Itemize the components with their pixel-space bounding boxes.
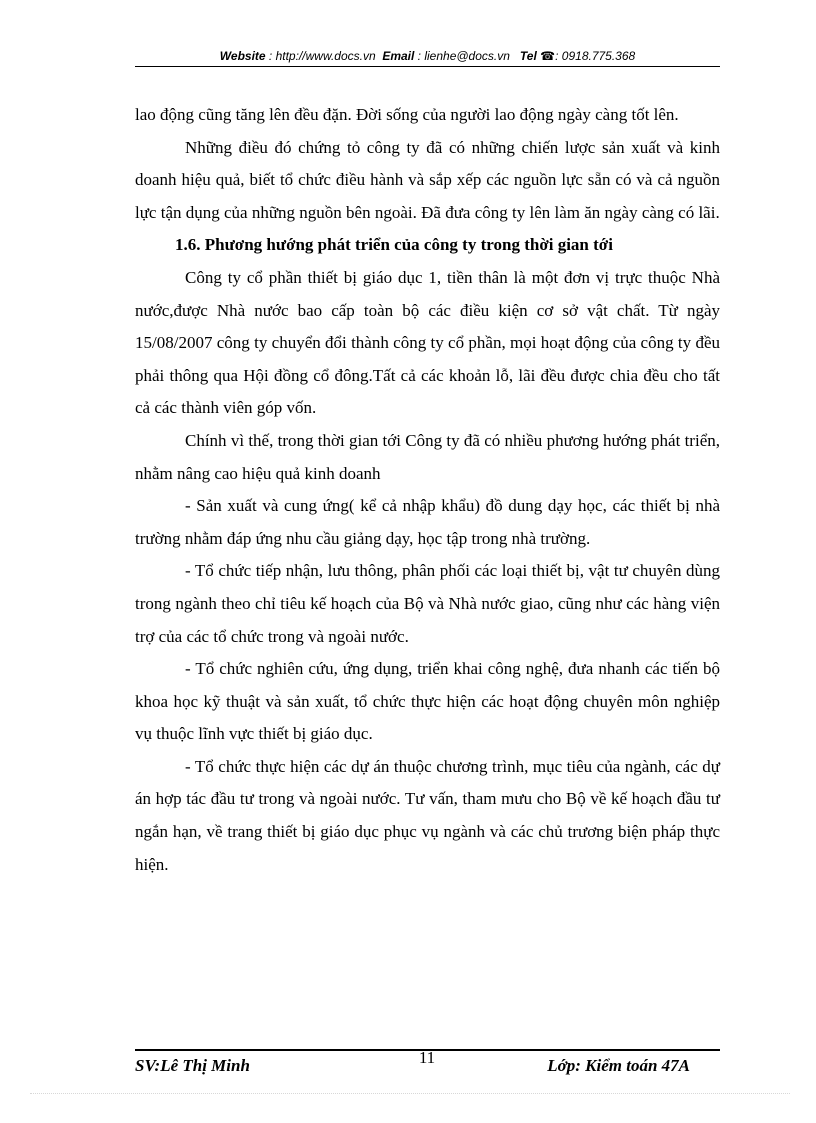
- student-name: SV:Lê Thị Minh: [135, 1056, 250, 1075]
- page-edge-divider: [30, 1093, 790, 1094]
- section-heading: 1.6. Phương hướng phát triển của công ty trong thời gian tới: [175, 235, 613, 255]
- bullet-2: - Tổ chức tiếp nhận, lưu thông, phân phối các loại thiết bị, vật tư chuyên dùng trong ngành theo chỉ tiêu kế hoạch của Bộ và Nhà nước giao, cũng như các hàng viện trợ của các tổ chức trong và ngoài nước.: [135, 561, 720, 646]
- email-label: Email: [382, 49, 415, 63]
- paragraph-3: Công ty cổ phần thiết bị giáo dục 1, tiền thân là một đơn vị trực thuộc Nhà nước,được Nhà nước bao cấp toàn bộ các điều kiện cơ sở vật chất. Từ ngày 15/08/2007 công ty chuyển đổi thành công ty cổ phần, mọi hoạt động của công ty đều phải thông qua Hội đồng cổ đông.Tất cả các khoản lỗ, lãi đều được chia đều cho tất cả các thành viên góp vốn.: [135, 267, 720, 418]
- paragraph-4: Chính vì thế, trong thời gian tới Công ty đã có nhiều phương hướng phát triển, nhằm nâng cao hiệu quả kinh doanh: [135, 430, 720, 483]
- bullet-1: - Sản xuất và cung ứng( kể cả nhập khẩu) đồ dung dạy học, các thiết bị nhà trường nhằm đáp ứng nhu cầu giảng dạy, học tập trong nhà trường.: [135, 496, 720, 548]
- tel-value: : 0918.775.368: [555, 49, 636, 63]
- tel-label: Tel: [519, 49, 537, 63]
- paragraph-1: lao động cũng tăng lên đều đặn. Đời sống của người lao động ngày càng tốt lên.: [135, 105, 679, 124]
- website-value: : http://www.docs.vn: [268, 49, 376, 63]
- class-name: Lớp: Kiểm toán 47A: [547, 1056, 690, 1075]
- email-value: : lienhe@docs.vn: [417, 49, 510, 63]
- bullet-3: - Tổ chức nghiên cứu, ứng dụng, triển khai công nghệ, đưa nhanh các tiến bộ khoa học kỹ thuật và sản xuất, tổ chức thực hiện các hoạt động chuyên môn nghiệp vụ thuộc lĩnh vực thiết bị giáo dục.: [135, 659, 720, 744]
- page-header: [135, 47, 720, 65]
- page-number: 11: [418, 1048, 436, 1067]
- document-body: [135, 99, 720, 881]
- header-divider: [135, 66, 720, 67]
- website-label: Website: [219, 49, 266, 63]
- paragraph-2: Những điều đó chứng tỏ công ty đã có những chiến lược sản xuất và kinh doanh hiệu quả, biết tổ chức điều hành và sắp xếp các nguồn lực sẵn có và cả nguồn lực tận dụng của những nguồn bên ngoài. Đã đưa công ty lên làm ăn ngày càng có lãi.: [135, 137, 720, 222]
- page-footer: [135, 1048, 720, 1078]
- bullet-4: - Tổ chức thực hiện các dự án thuộc chương trình, mục tiêu của ngành, các dự án hợp tác đầu tư trong và ngoài nước. Tư vấn, tham mưu cho Bộ về kế hoạch đầu tư ngắn hạn, về trang thiết bị giáo dục phục vụ ngành và các chủ trương biện pháp thực hiện.: [135, 756, 720, 874]
- phone-icon: ☎: [540, 49, 556, 63]
